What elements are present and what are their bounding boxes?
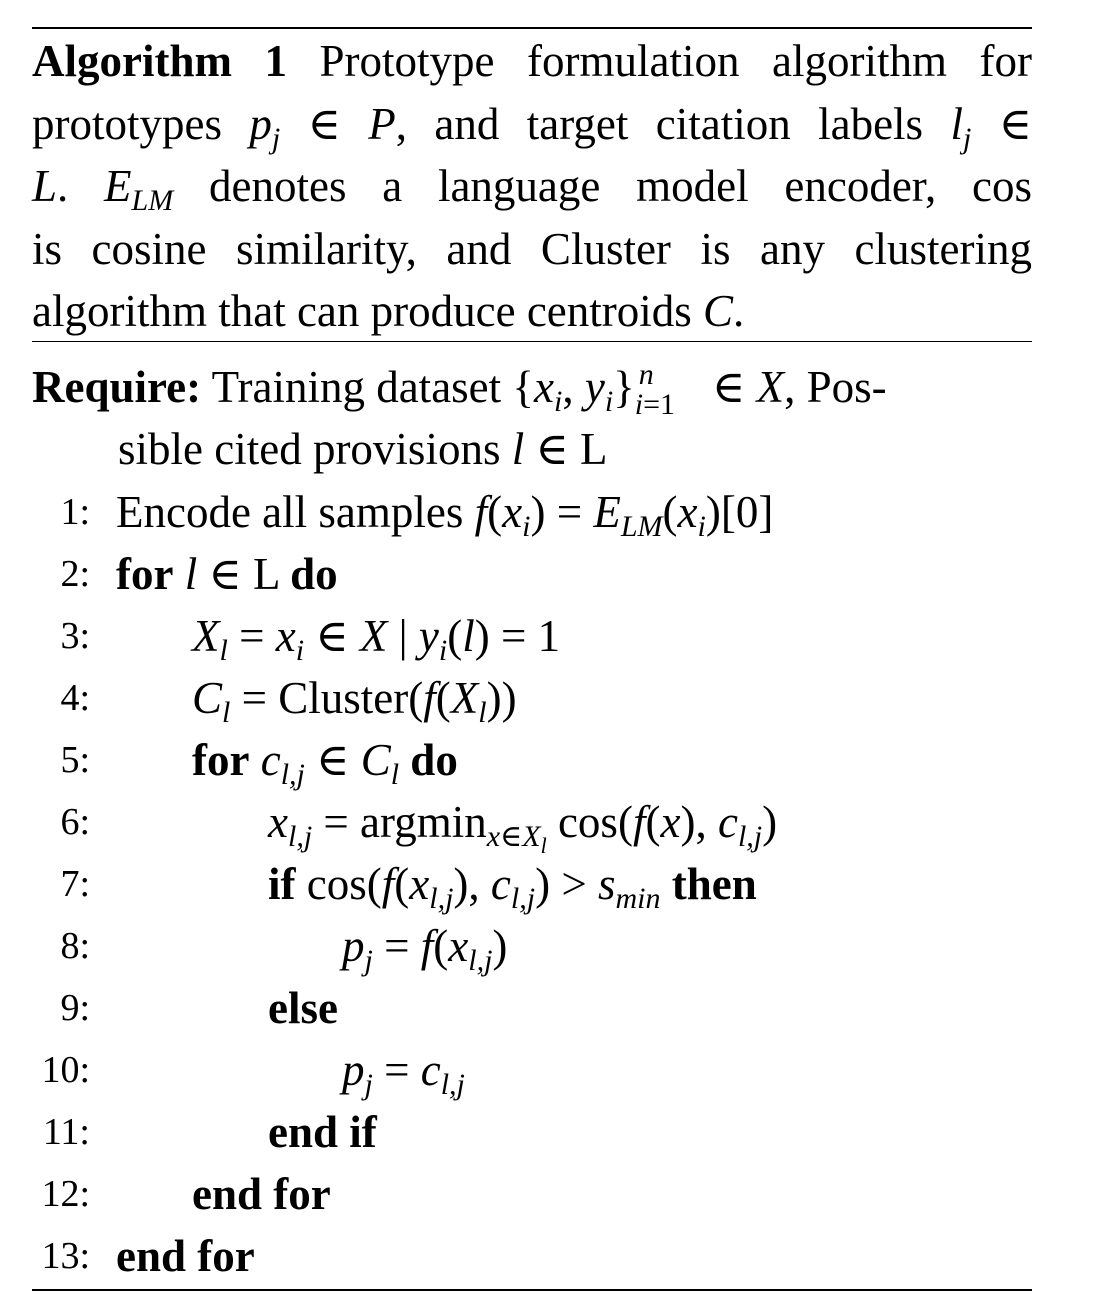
step-1: 1: Encode all samples $f(x_i) = E_{LM}(x_i)[0]$: [32, 481, 1032, 543]
require-block: [32, 356, 1042, 480]
top-rule: [32, 27, 1032, 29]
algorithm-caption: [32, 30, 1032, 343]
caption-line-5: algorithm that can produce centroids C.: [32, 286, 745, 336]
caption-rule: [32, 341, 1032, 342]
line-number: 12:: [41, 1173, 90, 1215]
step-13: 13: end for: [32, 1225, 1032, 1287]
step-5: 5: for $c_{l,j}$ ∈ $C_l$ do: [32, 729, 1032, 791]
line-number: 6:: [60, 801, 90, 843]
line-number: 2:: [60, 553, 90, 595]
require-label: Require:: [32, 362, 202, 412]
line-number: 4:: [60, 677, 90, 719]
line-number: 8:: [60, 925, 90, 967]
bottom-rule: [32, 1289, 1032, 1291]
caption-line-1: Algorithm 1 Prototype formulation algorithm for: [32, 36, 1032, 86]
line-number: 13:: [41, 1235, 90, 1277]
line-number: 7:: [60, 863, 90, 905]
step-6: 6: $x_{l,j} = argmin_{x\in X_l}$ cos(f(x), $c_{l,j}$): [32, 791, 1032, 853]
step-10: 10: $p_j = c_{l,j}$: [32, 1039, 1032, 1101]
step-3: 3: $X_l = x_i$ ∈ X | $y_i(l) = 1$: [32, 605, 1032, 667]
line-number: 9:: [60, 987, 90, 1029]
line-number: 1:: [60, 491, 90, 533]
require-line-2: sible cited provisions l ∈ L: [118, 424, 608, 474]
require-line-1: Require: Training dataset {$x_i$, $y_i$} n i=1 ∈ X, Pos-: [32, 358, 887, 421]
algorithm-steps: [32, 481, 1032, 1287]
step-7: 7: if $\cos(f(x_{l,j})$, $c_{l,j}) > s_{min}$ then: [32, 853, 1032, 915]
line-number: 5:: [60, 739, 90, 781]
line-number: 10:: [41, 1049, 90, 1091]
step-2: 2: for l ∈ L do: [32, 543, 1032, 605]
step-9: 9: else: [32, 977, 1032, 1039]
step-8: 8: $p_j = f(x_{l,j})$: [32, 915, 1032, 977]
caption-line-4: is cosine similarity, and Cluster is any clustering: [32, 223, 1032, 274]
step-4: 4: $C_l$ = $Cluster(f(X_l))$: [32, 667, 1032, 729]
line-number: 3:: [60, 615, 90, 657]
step-11: 11: end if: [32, 1101, 1032, 1163]
caption-line-2: prototypes $p_j$ ∈ P, and target citation labels $l_j$ ∈: [32, 98, 1033, 155]
line-number: 11:: [42, 1111, 90, 1153]
step-12: 12: end for: [32, 1163, 1032, 1225]
algorithm-label: Algorithm 1: [32, 36, 287, 86]
caption-line-3: L. $E_{LM}$ denotes a language model encoder, cos: [32, 161, 1032, 217]
